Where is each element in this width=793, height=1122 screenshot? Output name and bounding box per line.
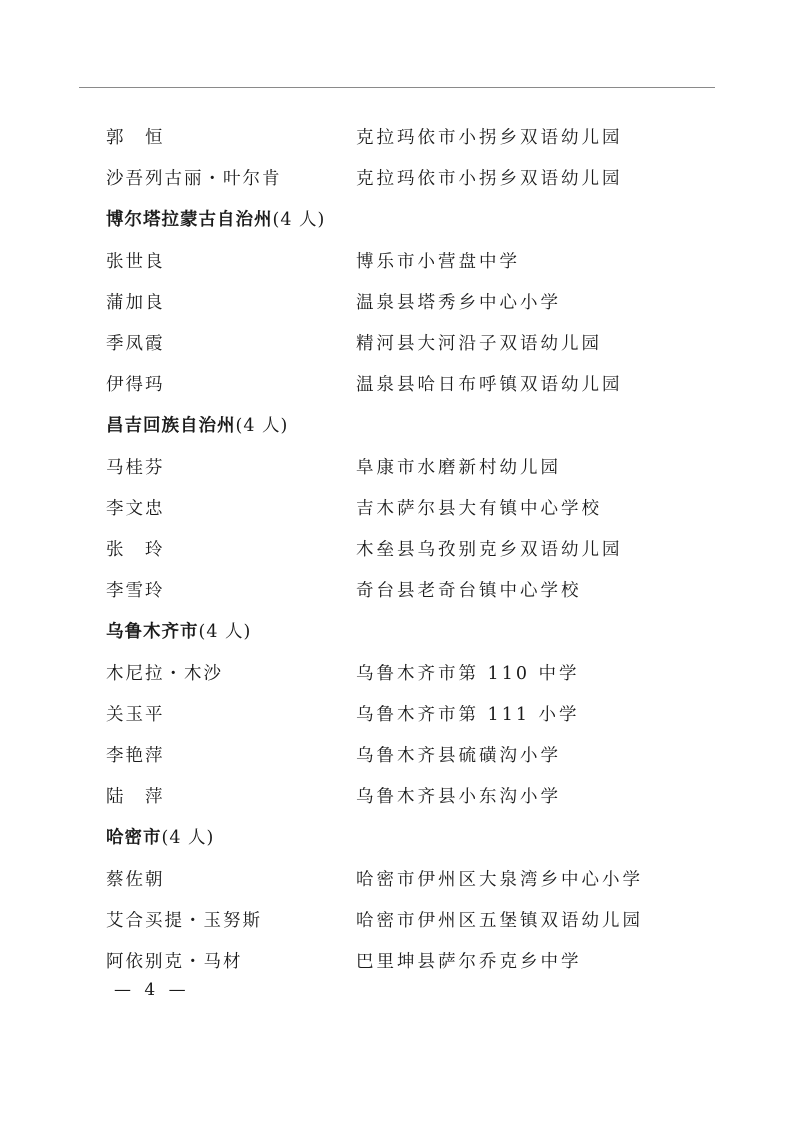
list-item <box>0 329 793 359</box>
organization-name: 奇台县老奇台镇中心学校 <box>356 581 582 601</box>
list-item <box>0 576 793 606</box>
list-item <box>0 123 793 153</box>
organization-name: 乌鲁木齐县硫磺沟小学 <box>356 746 561 766</box>
region-title: 哈密市 <box>106 828 162 848</box>
organization-name: 吉木萨尔县大有镇中心学校 <box>356 499 602 519</box>
person-name: 李文忠 <box>106 499 165 519</box>
person-name: 马桂芬 <box>106 458 165 478</box>
list-item <box>0 782 793 812</box>
organization-name: 哈密市伊州区五堡镇双语幼儿园 <box>356 911 643 931</box>
region-count: (4 人) <box>272 210 326 230</box>
organization-name: 克拉玛依市小拐乡双语幼儿园 <box>356 169 623 189</box>
person-name: 伊得玛 <box>106 375 165 395</box>
organization-name: 乌鲁木齐县小东沟小学 <box>356 787 561 807</box>
person-name: 蔡佐朝 <box>106 870 165 890</box>
person-name: 艾合买提・玉努斯 <box>106 911 262 931</box>
region-heading <box>106 617 251 647</box>
person-name: 郭 恒 <box>106 128 165 148</box>
list-item <box>0 164 793 194</box>
list-item <box>0 947 793 977</box>
organization-name: 阜康市水磨新村幼儿园 <box>356 458 561 478</box>
list-item <box>0 453 793 483</box>
region-heading <box>106 205 325 235</box>
list-item <box>0 247 793 277</box>
list-item <box>0 288 793 318</box>
organization-name: 温泉县哈日布呼镇双语幼儿园 <box>356 375 623 395</box>
region-heading <box>106 823 214 853</box>
person-name: 沙吾列古丽・叶尔肯 <box>106 169 282 189</box>
person-name: 木尼拉・木沙 <box>106 664 223 684</box>
region-count: (4 人) <box>198 622 252 642</box>
organization-name: 克拉玛依市小拐乡双语幼儿园 <box>356 128 623 148</box>
person-name: 李艳萍 <box>106 746 165 766</box>
person-name: 蒲加良 <box>106 293 165 313</box>
organization-name: 木垒县乌孜别克乡双语幼儿园 <box>356 540 623 560</box>
person-name: 李雪玲 <box>106 581 165 601</box>
list-item <box>0 865 793 895</box>
organization-name: 哈密市伊州区大泉湾乡中心小学 <box>356 870 643 890</box>
list-item <box>0 906 793 936</box>
organization-name: 温泉县塔秀乡中心小学 <box>356 293 561 313</box>
organization-name: 博乐市小营盘中学 <box>356 252 520 272</box>
person-name: 张 玲 <box>106 540 165 560</box>
list-item <box>0 535 793 565</box>
header-rule <box>79 87 715 88</box>
page-number: — 4 — <box>114 980 190 1000</box>
region-title: 乌鲁木齐市 <box>106 622 199 642</box>
list-item <box>0 370 793 400</box>
organization-name: 巴里坤县萨尔乔克乡中学 <box>356 952 582 972</box>
region-title: 昌吉回族自治州 <box>106 416 236 436</box>
region-count: (4 人) <box>161 828 215 848</box>
list-item <box>0 494 793 524</box>
region-heading <box>106 411 288 441</box>
region-count: (4 人) <box>235 416 289 436</box>
list-item <box>0 659 793 689</box>
person-name: 季凤霞 <box>106 334 165 354</box>
person-name: 阿依别克・马材 <box>106 952 243 972</box>
list-item <box>0 700 793 730</box>
person-name: 关玉平 <box>106 705 165 725</box>
person-name: 张世良 <box>106 252 165 272</box>
region-title: 博尔塔拉蒙古自治州 <box>106 210 273 230</box>
organization-name: 乌鲁木齐市第 110 中学 <box>356 664 580 684</box>
person-name: 陆 萍 <box>106 787 165 807</box>
organization-name: 精河县大河沿子双语幼儿园 <box>356 334 602 354</box>
list-item <box>0 741 793 771</box>
organization-name: 乌鲁木齐市第 111 小学 <box>356 705 580 725</box>
